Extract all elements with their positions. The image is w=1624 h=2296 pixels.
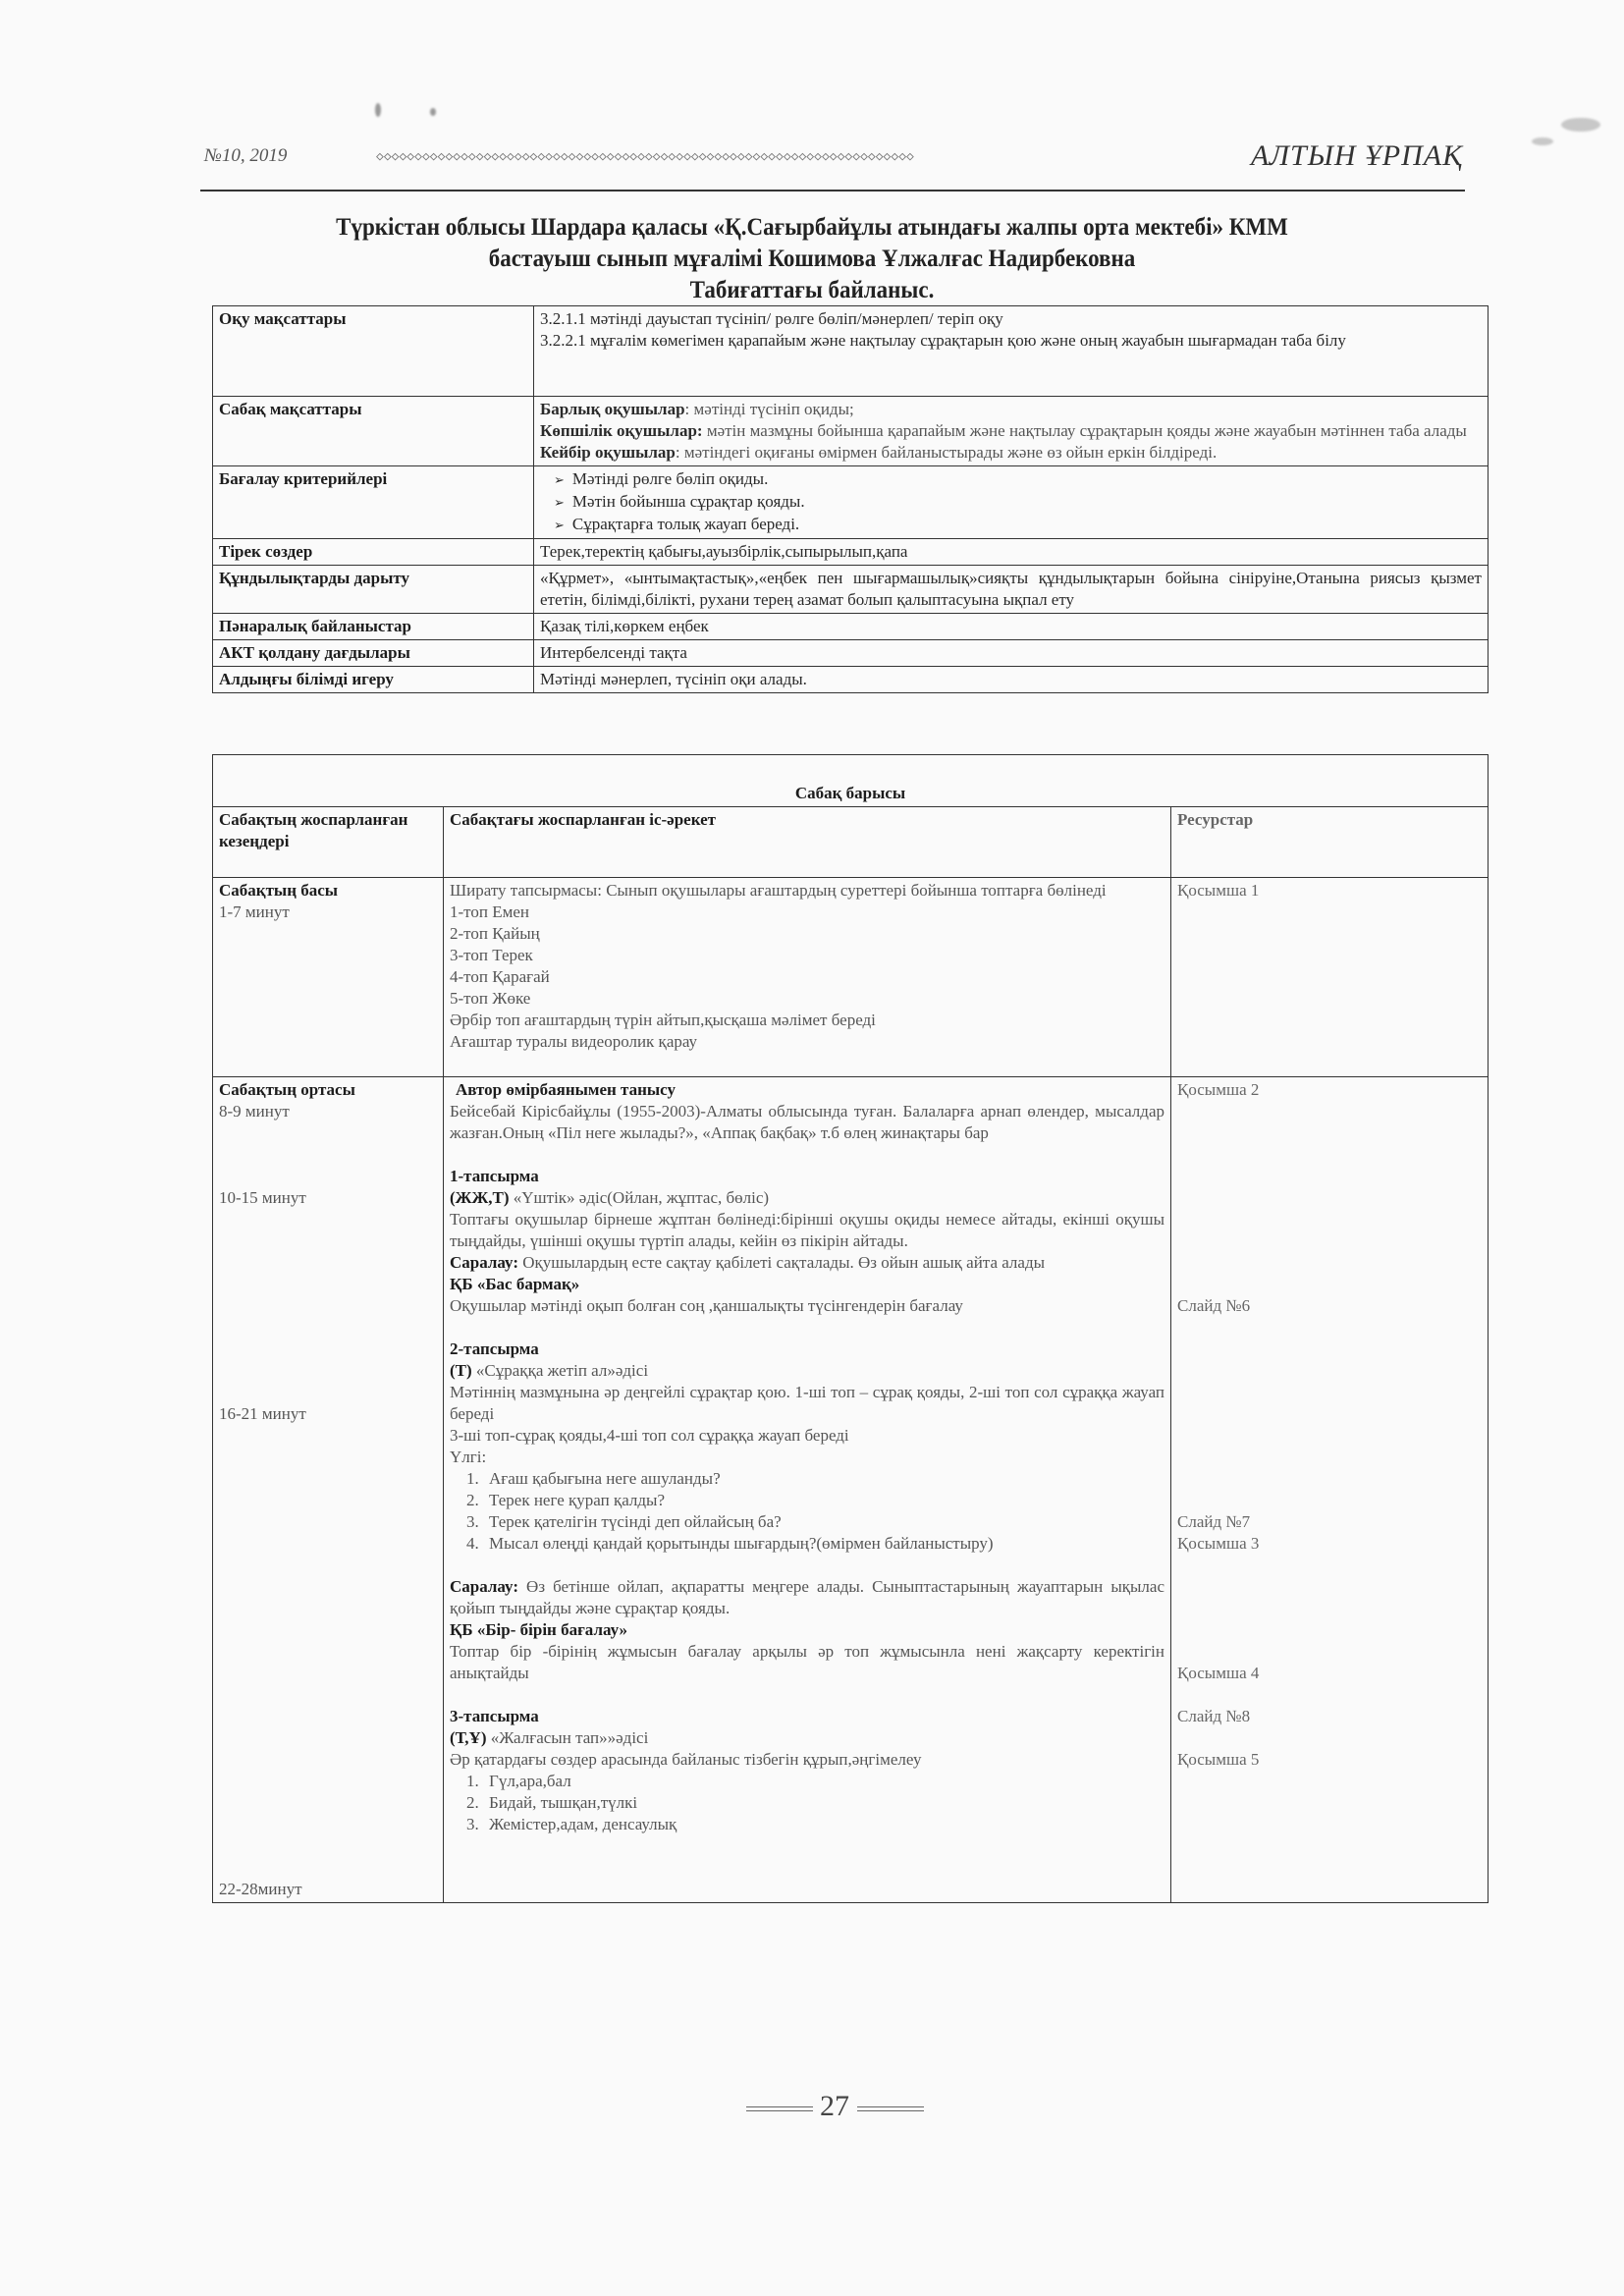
lesson-info-table — [212, 305, 1489, 693]
question-item: 1. Ағаш қабығына неге ашуланды? — [483, 1468, 1164, 1490]
plan-header-row — [213, 807, 1489, 878]
resource-item: Слайд №6 — [1177, 1296, 1251, 1315]
resource-item: Слайд №8 — [1177, 1707, 1251, 1725]
plan-row-start — [213, 878, 1489, 1077]
issue-number: №10, 2019 — [204, 145, 288, 166]
row-label: Оқу мақсаттары — [213, 306, 534, 397]
diff-label: Саралау: — [450, 1253, 518, 1272]
stage-time: 8-9 минут — [219, 1102, 290, 1121]
row-label: Бағалау критерийлері — [213, 466, 534, 539]
criteria-item: ➢ Сұрақтарға толық жауап береді. — [554, 514, 1482, 536]
stage-time: 10-15 минут — [219, 1188, 306, 1207]
title-topic: Табиғаттағы байланыс. — [689, 277, 935, 303]
lesson-plan-table — [212, 754, 1489, 1903]
task1-assessment-title: ҚБ «Бас бармақ» — [450, 1275, 580, 1293]
activity-line: 5-топ Жөке — [450, 989, 531, 1008]
task1-assessment-text: Оқушылар мәтінді оқып болған соң ,қаншалықты түсінгендерін бағалау — [450, 1296, 963, 1315]
task2-line: 3-ші топ-сұрақ қояды,4-ші топ сол сұраққа жауап береді — [450, 1426, 849, 1445]
diff-text: Оқушылардың есте сақтау қабілеті сақталады. Өз ойын ашық айта алады — [518, 1253, 1046, 1272]
goal-item — [540, 442, 1482, 464]
row-value: «Құрмет», «ынтымақтастық»,«еңбек пен шығармашылық»сияқты құндылықтарын бойына сініруіне,Отанына риясыз қызмет ететін, білімді,білікті, рухани терең азамат болып қалыптасуына ықпал ету — [534, 566, 1489, 614]
resource-item: Слайд №7 — [1177, 1512, 1251, 1531]
table-row — [213, 397, 1489, 466]
word-chain-item: 1. Гүл,ара,бал — [483, 1771, 1164, 1792]
header-activity: Сабақтағы жоспарланған іс-әрекет — [444, 807, 1171, 878]
word-chain-list — [450, 1771, 1164, 1835]
section-title: Сабақ барысы — [213, 755, 1489, 807]
row-value: Терек,теректің қабығы,ауызбірлік,сыпырылып,қапа — [534, 539, 1489, 566]
row-value: Қазақ тілі,көркем еңбек — [534, 614, 1489, 640]
task2-assessment-text: Топтар бір -бірінің жұмысын бағалау арқылы әр топ жұмысынла нені жақсарту керектігін анықтайды — [450, 1642, 1164, 1682]
resource-item: Қосымша 4 — [1177, 1664, 1260, 1682]
question-item: 2. Терек неге қурап қалды? — [483, 1490, 1164, 1511]
table-row — [213, 614, 1489, 640]
scan-smudge — [1532, 137, 1553, 145]
stage-name: Сабақтың басы — [219, 881, 339, 900]
task2-title: 2-тапсырма — [450, 1339, 539, 1358]
scan-smudge — [430, 108, 436, 116]
header-stage: Сабақтың жоспарланған кезеңдері — [213, 807, 444, 878]
row-value — [534, 466, 1489, 539]
method-name: «Үштік» әдіс(Ойлан, жұптас, бөліс) — [509, 1188, 770, 1207]
task1-differentiation — [450, 1252, 1164, 1274]
header-ornament: ◇◇◇◇◇◇◇◇◇◇◇◇◇◇◇◇◇◇◇◇◇◇◇◇◇◇◇◇◇◇◇◇◇◇◇◇◇◇◇◇◇◇◇◇◇◇◇◇◇◇◇◇◇◇◇◇◇◇◇◇◇◇◇◇◇◇◇◇◇◇ — [376, 149, 914, 164]
row-label: Алдыңғы білімді игеру — [213, 667, 534, 693]
row-label: Пәнаралық байланыстар — [213, 614, 534, 640]
page-number-rule — [746, 2106, 813, 2111]
goal-text: мәтін мазмұны бойынша қарапайым және нақтылау сұрақтарын қояды және жауабын мәтіннен таба алады — [702, 421, 1467, 440]
row-value — [534, 397, 1489, 466]
word-chain-item: 2. Бидай, тышқан,түлкі — [483, 1792, 1164, 1814]
page-number-rule — [857, 2106, 924, 2111]
header-resources: Ресурстар — [1171, 807, 1489, 878]
resource-cell — [1171, 878, 1489, 1077]
row-label: Тірек сөздер — [213, 539, 534, 566]
table-row — [213, 566, 1489, 614]
page-number-text: 27 — [820, 2090, 849, 2122]
table-row — [213, 539, 1489, 566]
stage-time: 16-21 минут — [219, 1404, 306, 1423]
resource-item: Қосымша 2 — [1177, 1080, 1260, 1099]
table-row — [213, 466, 1489, 539]
task1-title: 1-тапсырма — [450, 1167, 539, 1185]
row-value: Мәтінді мәнерлеп, түсініп оқи алады. — [534, 667, 1489, 693]
author-text: Бейсебай Кірісбайұлы (1955-2003)-Алматы облысында туған. Балаларға арнап өлендер, мысалдар жазған.Оның «Піл неге жылады?», «Аппақ бақбақ» т.б өлең жинақтары бар — [450, 1102, 1164, 1142]
word-chain-item: 3. Жемістер,адам, денсаулық — [483, 1814, 1164, 1835]
row-value: Интербелсенді тақта — [534, 640, 1489, 667]
task1-method — [450, 1187, 1164, 1209]
plan-row-middle — [213, 1077, 1489, 1903]
goal-group: Кейбір оқушылар — [540, 443, 676, 462]
page-number — [727, 2090, 943, 2123]
goal-line: 3.2.1.1 мәтінді дауыстап түсініп/ рөлге бөліп/мәнерлеп/ теріп оқу — [540, 309, 1003, 328]
resource-item: Қосымша 5 — [1177, 1750, 1260, 1769]
header-rule — [200, 190, 1465, 191]
method-tag: (ЖЖ,Т) — [450, 1188, 510, 1207]
task1-text: Топтағы оқушылар бірнеше жұптан бөлінеді:бірінші оқушы оқиды немесе айтады, екінші оқушы тыңдайды, үшінші оқушы түртіп алады, кейін өз пікірін айтады. — [450, 1210, 1164, 1250]
task3-method — [450, 1727, 1164, 1749]
diff-label: Саралау: — [450, 1577, 518, 1596]
activity-line: Әрбір топ ағаштардың түрін айтып,қысқаша мәлімет береді — [450, 1011, 876, 1029]
title-teacher: бастауыш сынып мұғалімі Кошимова Ұлжалғас Надирбековна — [488, 246, 1136, 272]
diff-text: Өз бетінше ойлап, ақпаратты меңгере алады. Сыныптастарының жауаптарын ықылас қойып тыңдайды және сұрақтар қояды. — [450, 1577, 1164, 1617]
activity-line: 1-топ Емен — [450, 902, 529, 921]
resource-item: Қосымша 3 — [1177, 1534, 1260, 1553]
author-title: Автор өмірбаянымен танысу — [456, 1080, 677, 1099]
stage-time: 22-28минут — [219, 1880, 302, 1898]
activity-line: Ағаштар туралы видеоролик қарау — [450, 1032, 698, 1051]
task2-differentiation — [450, 1576, 1164, 1619]
journal-title: АЛТЫН ҰРПАҚ — [1251, 139, 1463, 172]
stage-cell — [213, 878, 444, 1077]
method-name: «Жалғасын тап»»әдісі — [486, 1728, 649, 1747]
criteria-item: ➢ Мәтін бойынша сұрақтар қояды. — [554, 491, 1482, 514]
table-row — [213, 640, 1489, 667]
task2-line: Мәтіннің мазмұнына әр деңгейлі сұрақтар қою. 1-ші топ – сұрақ қояды, 2-ші топ сол сұраққа жауап береді — [450, 1383, 1164, 1423]
activity-line: 2-топ Қайың — [450, 924, 540, 943]
goal-text: : мәтіндегі оқиғаны өмірмен байланыстырады және өз ойын еркін білдіреді. — [675, 443, 1218, 462]
question-item: 4. Мысал өлеңді қандай қорытынды шығардың?(өмірмен байланыстыру) — [483, 1533, 1164, 1555]
activity-line: 3-топ Терек — [450, 946, 533, 964]
method-tag: (Т) — [450, 1361, 472, 1380]
task2-method — [450, 1360, 1164, 1382]
activity-cell — [444, 878, 1171, 1077]
table-row — [213, 667, 1489, 693]
row-value — [534, 306, 1489, 397]
question-item: 3. Терек қателігін түсінді деп ойлайсың ба? — [483, 1511, 1164, 1533]
criteria-item: ➢ Мәтінді рөлге бөліп оқиды. — [554, 468, 1482, 491]
activity-line: 4-топ Қарағай — [450, 967, 550, 986]
task3-text: Әр қатардағы сөздер арасында байланыс тізбегін құрып,әңгімелеу — [450, 1750, 922, 1769]
resource-item: Қосымша 1 — [1177, 881, 1260, 900]
activity-line: Ширату тапсырмасы: Сынып оқушылары ағаштардың суреттері бойынша топтарға бөлінеді — [450, 881, 1107, 900]
goal-group: Көпшілік оқушылар: — [540, 421, 703, 440]
stage-name: Сабақтың ортасы — [219, 1080, 355, 1099]
running-header — [204, 139, 1463, 185]
row-label: Сабақ мақсаттары — [213, 397, 534, 466]
stage-cell — [213, 1077, 444, 1903]
method-name: «Сұраққа жетіп ал»әдісі — [471, 1361, 649, 1380]
row-label: АКТ қолдану дағдылары — [213, 640, 534, 667]
task3-title: 3-тапсырма — [450, 1707, 539, 1725]
resource-cell — [1171, 1077, 1489, 1903]
criteria-list — [540, 468, 1482, 536]
question-list — [450, 1468, 1164, 1555]
scan-smudge — [375, 103, 381, 117]
section-title-row — [213, 755, 1489, 807]
activity-cell — [444, 1077, 1171, 1903]
stage-time: 1-7 минут — [219, 902, 290, 921]
goal-item — [540, 399, 1482, 420]
task2-assessment-title: ҚБ «Бір- бірін бағалау» — [450, 1620, 628, 1639]
document-title — [65, 212, 1559, 306]
goal-text: : мәтінді түсініп оқиды; — [684, 400, 854, 418]
method-tag: (Т,Ұ) — [450, 1728, 487, 1747]
title-school: Түркістан облысы Шардара қаласы «Қ.Сағырбайұлы атындағы жалпы орта мектебі» КММ — [336, 214, 1288, 241]
goal-group: Барлық оқушылар — [540, 400, 685, 418]
table-row — [213, 306, 1489, 397]
row-label: Құндылықтарды дарыту — [213, 566, 534, 614]
goal-line: 3.2.2.1 мұғалім көмегімен қарапайым және нақтылау сұрақтарын қою және оның жауабын шығармадан таба білу — [540, 331, 1346, 350]
task2-line: Үлгі: — [450, 1448, 487, 1466]
scan-smudge — [1561, 118, 1600, 132]
goal-item — [540, 420, 1482, 442]
